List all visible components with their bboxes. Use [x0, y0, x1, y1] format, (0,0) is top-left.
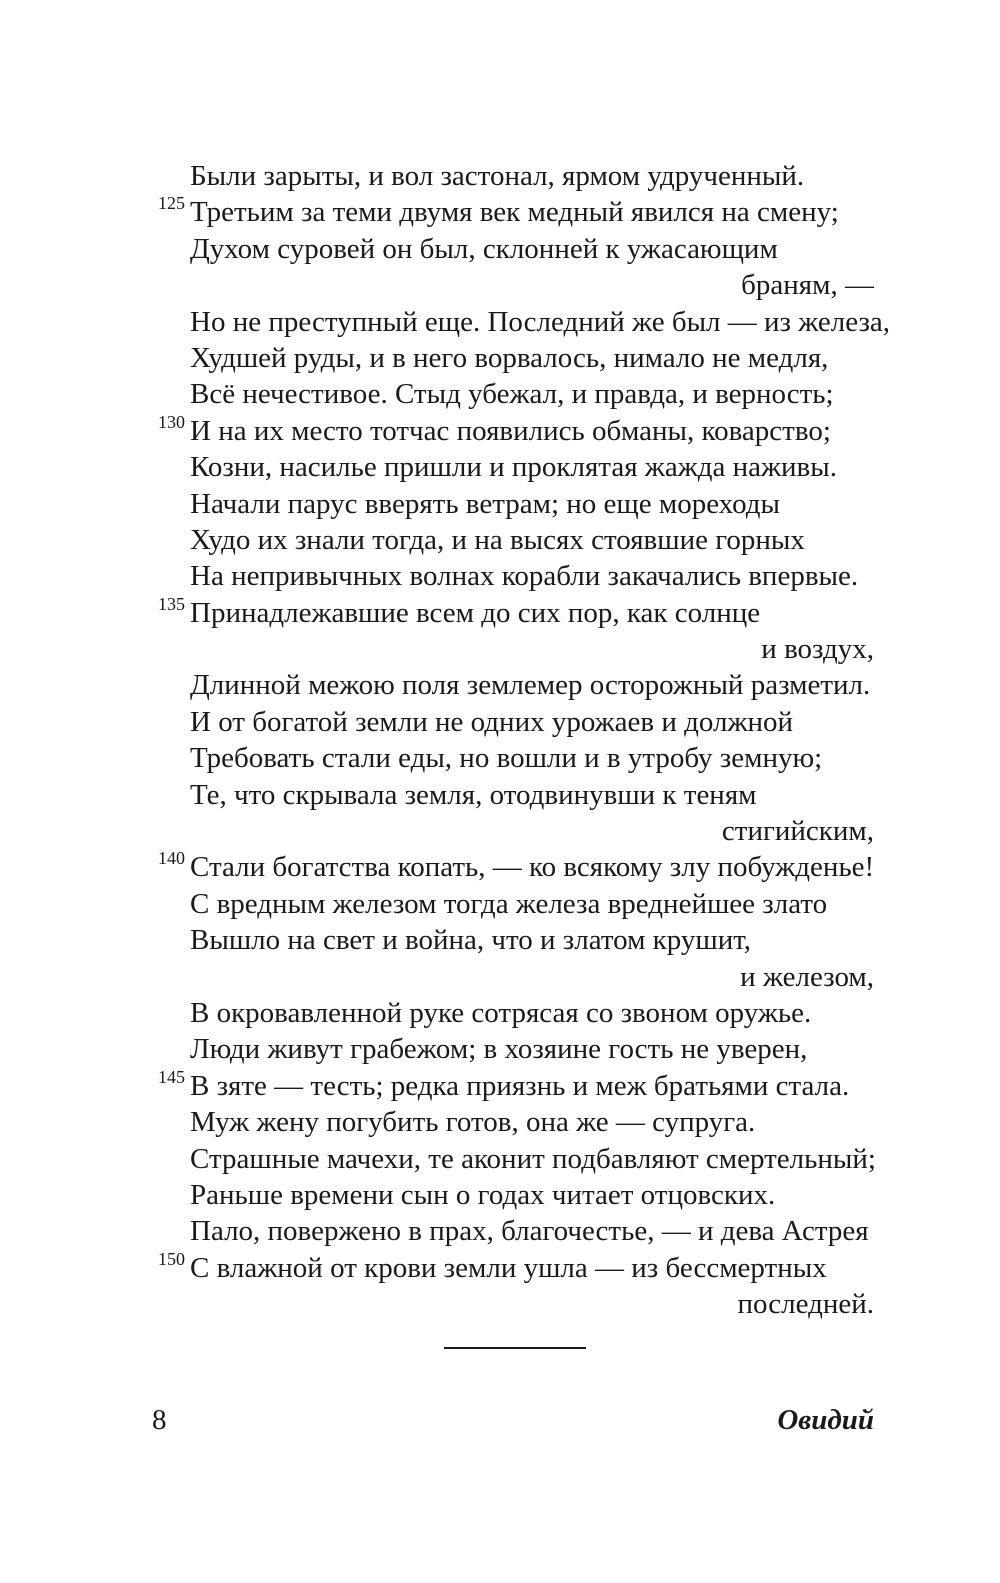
- verse-line: [0, 1213, 1000, 1249]
- verse-text: Козни, насилье пришли и проклятая жажда наживы.: [190, 451, 837, 484]
- verse-line: [0, 522, 1000, 558]
- verse-line: [0, 740, 1000, 776]
- verse-line: [0, 667, 1000, 703]
- verse-line: [0, 1068, 1000, 1104]
- verse-text: Люди живут грабежом; в хозяине гость не уверен,: [190, 1033, 808, 1066]
- line-number: 145: [158, 1066, 185, 1087]
- verse-text: Пало, повержено в прах, благочестье, — и дева Астрея: [190, 1215, 869, 1248]
- verse-line: [0, 486, 1000, 522]
- verse-line: [0, 231, 1000, 267]
- verse-text: и воздух,: [761, 633, 874, 666]
- line-number: 140: [158, 848, 185, 869]
- verse-line: [0, 449, 1000, 485]
- running-head-author: Овидий: [777, 1404, 874, 1436]
- verse-line: [0, 777, 1000, 813]
- verse-text: Те, что скрывала земля, отодвинувши к теням: [190, 778, 757, 811]
- verse-text: И на их место тотчас появились обманы, коварство;: [190, 414, 831, 447]
- line-number: 150: [158, 1248, 185, 1269]
- verse-text: Были зарыты, и вол застонал, ярмом удрученный.: [190, 160, 805, 192]
- verse-text: Но не преступный еще. Последний же был — из железа,: [190, 305, 891, 338]
- verse-line-continuation: [0, 813, 1000, 849]
- verse-line: [0, 413, 1000, 449]
- verse-line: [0, 558, 1000, 594]
- verse-text: Страшные мачехи, те аконит подбавляют смертельный;: [190, 1142, 876, 1175]
- verse-line-continuation: [0, 959, 1000, 995]
- page-number: 8: [152, 1404, 167, 1436]
- section-end-rule: [444, 1347, 586, 1349]
- verse-text: Духом суровей он был, склонней к ужасающим: [190, 232, 778, 265]
- verse-line: [0, 1141, 1000, 1177]
- verse-text: Раньше времени сын о годах читает отцовских.: [190, 1178, 776, 1211]
- verse-text: Худшей руды, и в него ворвалось, нимало не медля,: [190, 341, 829, 374]
- verse-line: [0, 849, 1000, 885]
- verse-text: последней.: [737, 1288, 874, 1321]
- verse-text: браням, —: [741, 269, 874, 302]
- verse-line: [0, 1177, 1000, 1213]
- verse-text: Принадлежавшие всем до сих пор, как солнце: [190, 596, 761, 629]
- verse-text: стигийским,: [721, 815, 874, 848]
- verse-text: Муж жену погубить готов, она же — супруга.: [190, 1106, 756, 1139]
- line-number: 130: [158, 411, 185, 432]
- verse-text: Вышло на свет и война, что и златом крушит,: [190, 924, 751, 957]
- verse-line: [0, 595, 1000, 631]
- verse-line-continuation: [0, 267, 1000, 303]
- verse-line: [0, 304, 1000, 340]
- verse-text: Третьим за теми двумя век медный явился на смену;: [190, 196, 839, 229]
- line-number: 135: [158, 593, 185, 614]
- verse-line: [0, 376, 1000, 412]
- verse-line: [0, 886, 1000, 922]
- line-number: 125: [158, 193, 185, 214]
- verse-text: Худо их знали тогда, и на высях стоявшие горных: [190, 523, 805, 556]
- verse-text: В окровавленной руке сотрясая со звоном оружье.: [190, 996, 812, 1029]
- verse-line: [0, 340, 1000, 376]
- verse-text: Требовать стали еды, но вошли и в утробу земную;: [190, 742, 823, 775]
- verse-text: В зяте — тесть; редка приязнь и меж братьями стала.: [190, 1069, 850, 1102]
- verse-text: С вредным железом тогда железа вреднейшее злато: [190, 887, 828, 920]
- verse-text: С влажной от крови земли ушла — из бессмертных: [190, 1251, 827, 1284]
- verse-line: [0, 1250, 1000, 1286]
- verse-text: Всё нечестивое. Стыд убежал, и правда, и верность;: [190, 378, 834, 411]
- verse-line: [0, 995, 1000, 1031]
- verse-line: [0, 194, 1000, 230]
- verse-text: Длинной межою поля землемер осторожный разметил.: [190, 669, 871, 702]
- poem-text: [0, 158, 1000, 1323]
- verse-line: [0, 1104, 1000, 1140]
- verse-text: Начали парус вверять ветрам; но еще мореходы: [190, 487, 780, 520]
- verse-text: На непривычных волнах корабли закачались впервые.: [190, 560, 859, 593]
- verse-line-continuation: [0, 631, 1000, 667]
- verse-text: и железом,: [740, 960, 874, 993]
- verse-text: И от богатой земли не одних урожаев и должной: [190, 705, 794, 738]
- verse-line: [0, 158, 1000, 194]
- verse-line: [0, 922, 1000, 958]
- verse-line: [0, 1031, 1000, 1067]
- verse-text: Стали богатства копать, — ко всякому злу побужденье!: [190, 851, 875, 884]
- verse-line-continuation: [0, 1286, 1000, 1322]
- verse-line: [0, 704, 1000, 740]
